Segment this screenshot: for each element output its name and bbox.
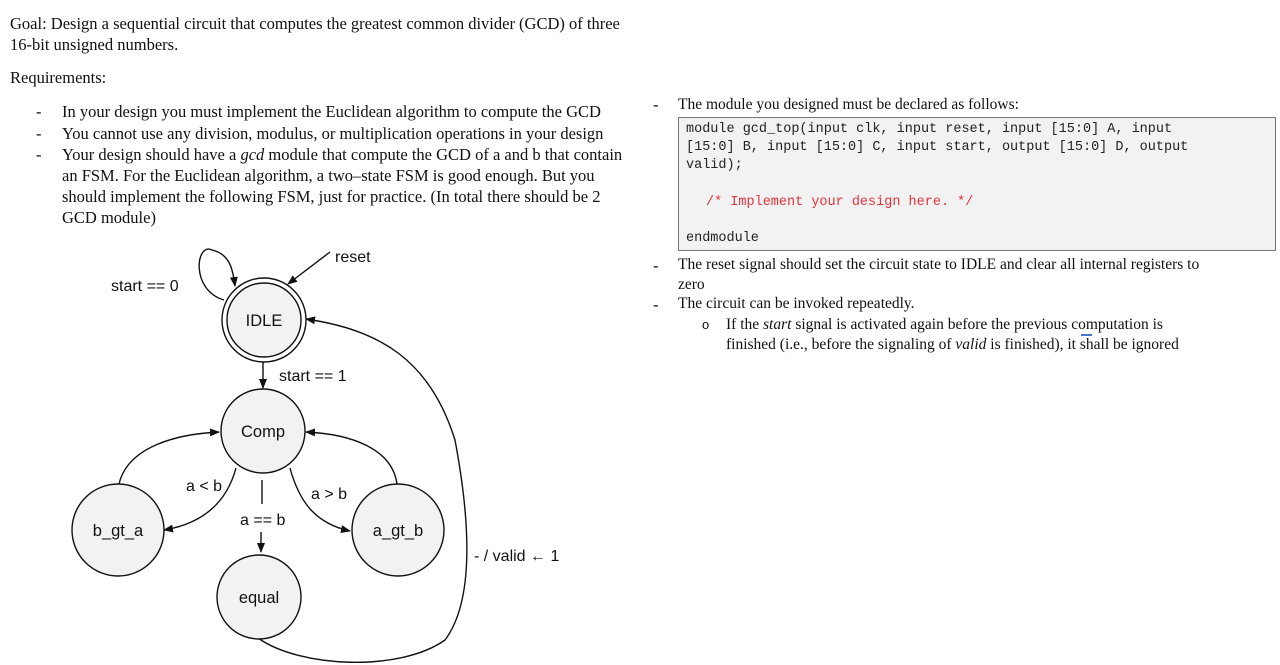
sub-bullet-marker: o: [702, 317, 710, 332]
valid-label: - / valid ← 1: [474, 548, 560, 565]
spellcheck-underline: [1081, 331, 1092, 336]
state-b-gt-a-label: b_gt_a: [92, 522, 144, 540]
bullet-no-division: You cannot use any division, modulus, or multiplication operations in your design: [62, 124, 604, 143]
bullet-dash: -: [36, 124, 42, 143]
bgta-to-comp-arrow: [119, 432, 219, 484]
text-span: If the: [726, 316, 764, 333]
bullet-dash: -: [653, 256, 659, 275]
state-equal-label: equal: [238, 589, 280, 607]
text-span: module that compute the GCD of a and b that contain: [264, 145, 623, 164]
repeat-requirement: The circuit can be invoked repeatedly.: [678, 295, 915, 312]
code-line-2: [15:0] B, input [15:0] C, input start, output [15:0] D, output: [686, 140, 1189, 155]
reset-line-2: zero: [678, 276, 705, 293]
start0-label: start == 0: [111, 278, 179, 295]
text-span: is finished), it shall be ignored: [986, 336, 1179, 353]
sub-bullet-text: [726, 315, 1179, 355]
bullet-dash: -: [653, 295, 659, 314]
gcd-module-line-2: an FSM. For the Euclidean algorithm, a two–state FSM is good enough. But you: [62, 166, 595, 185]
bullet-dash: -: [653, 95, 659, 114]
reset-line-1: The reset signal should set the circuit state to IDLE and clear all internal registers to: [678, 256, 1200, 273]
self-loop-arrow: [199, 249, 235, 300]
goal-line-1: Goal: Design a sequential circuit that computes the greatest common divider (GCD) of three: [10, 14, 620, 33]
code-line-1: module gcd_top(input clk, input reset, input [15:0] A, input: [686, 122, 1173, 137]
gcd-module-line-4: GCD module): [62, 208, 156, 227]
gcd-emphasis: gcd: [240, 145, 265, 164]
sub-line-2: [726, 335, 1179, 355]
a-lt-b-label: a < b: [186, 478, 223, 495]
reset-label: reset: [335, 249, 371, 266]
code-line-3: valid);: [686, 158, 743, 173]
bullet-dash: -: [36, 102, 42, 121]
agtb-to-comp-arrow: [306, 432, 397, 484]
text-span: signal is activated again before the previous computation is: [791, 316, 1163, 333]
state-a-gt-b-label: a_gt_b: [372, 522, 424, 540]
sub-line-1: [726, 315, 1179, 335]
valid-emphasis: valid: [955, 336, 987, 353]
start1-label: start == 1: [279, 368, 347, 385]
code-endmodule: endmodule: [686, 231, 759, 246]
requirements-heading: Requirements:: [10, 68, 107, 87]
code-comment: /* Implement your design here. */: [706, 195, 974, 210]
state-comp-label: Comp: [240, 423, 286, 441]
a-eq-b-label: a == b: [240, 512, 286, 529]
state-idle-label: IDLE: [245, 312, 283, 330]
gcd-module-line-3: should implement the following FSM, just for practice. (In total there should be 2: [62, 187, 601, 206]
start-emphasis: start: [763, 316, 792, 333]
text-span: Your design should have a: [62, 145, 241, 164]
bullet-dash: -: [36, 145, 42, 164]
text-span: finished (i.e., before the signaling of: [726, 336, 956, 353]
goal-line-2: 16-bit unsigned numbers.: [10, 35, 179, 54]
reset-requirement: [678, 255, 1199, 295]
reset-arrow: [288, 252, 330, 284]
bullet-euclidean: In your design you must implement the Euclidean algorithm to compute the GCD: [62, 102, 601, 121]
code-box: [678, 117, 1276, 251]
module-declaration-text: The module you designed must be declared as follows:: [678, 96, 1019, 113]
a-gt-b-label: a > b: [311, 486, 348, 503]
